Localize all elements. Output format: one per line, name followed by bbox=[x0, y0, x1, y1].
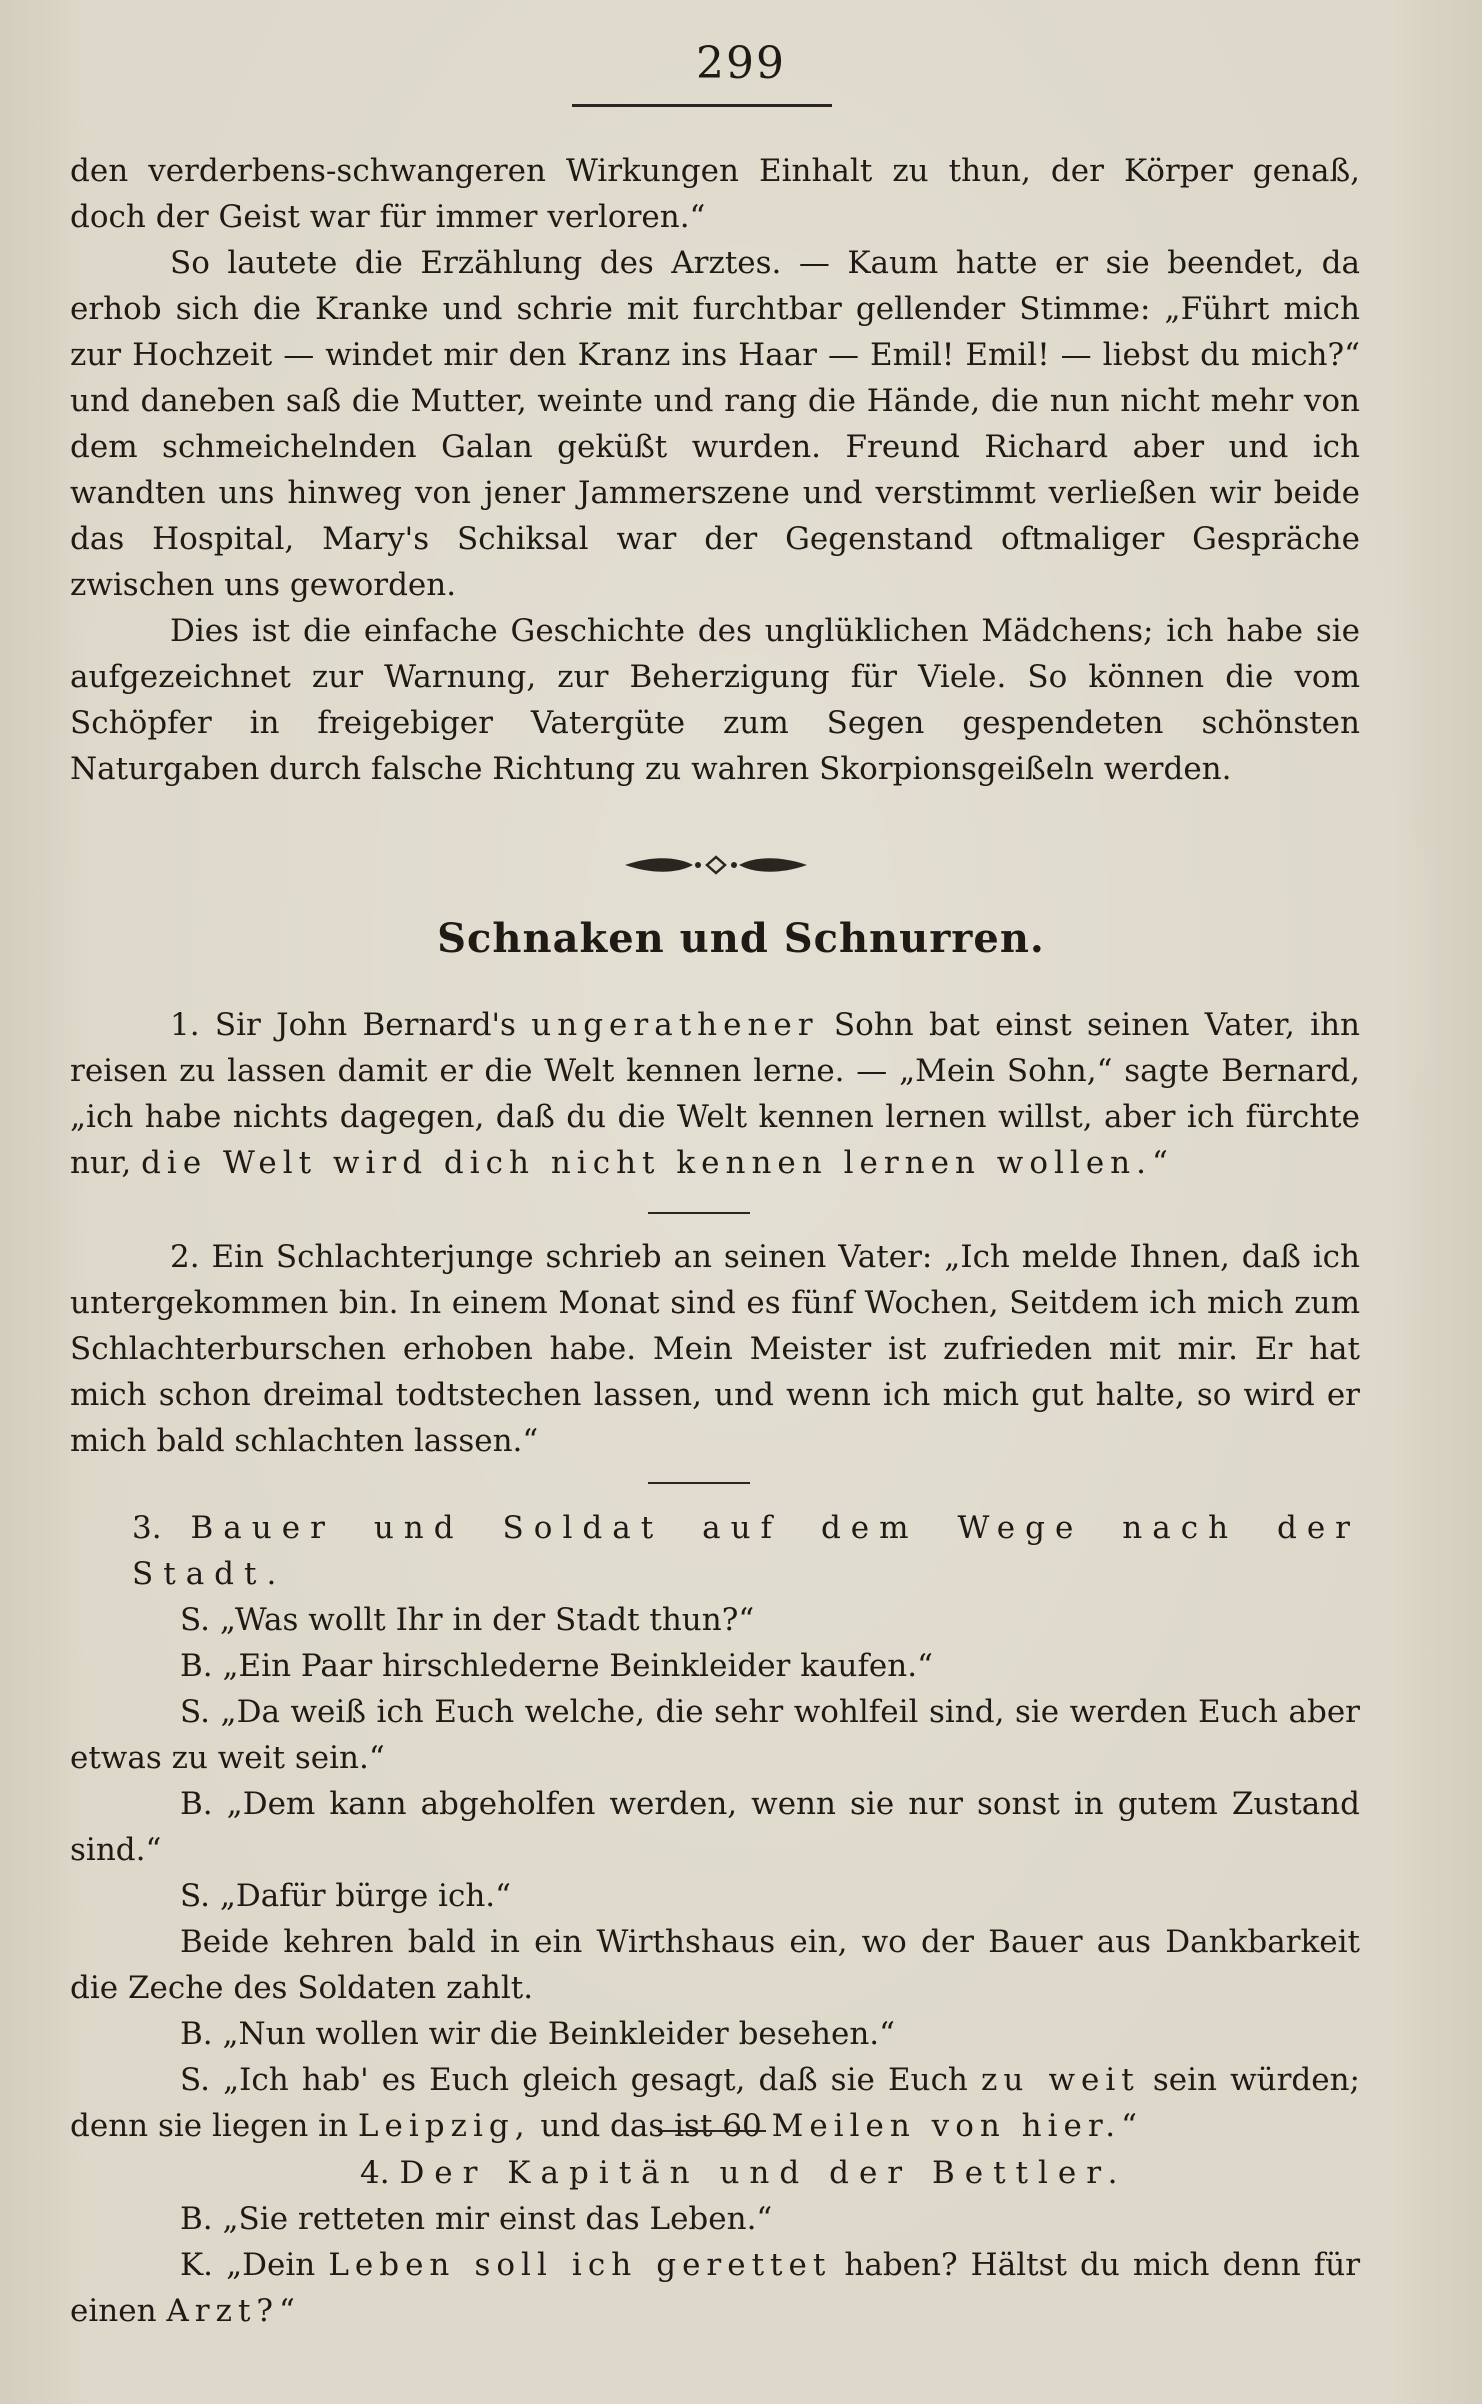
dialog-text: „Was wollt Ihr in der Stadt thun?“ bbox=[219, 1602, 755, 1638]
anecdote-3-number: 3. bbox=[132, 1510, 162, 1546]
dialog-speaker: B. bbox=[180, 2201, 213, 2237]
dialog-text: sein würden; denn sie liegen in bbox=[70, 2062, 1360, 2144]
separator-rule bbox=[648, 1212, 750, 1214]
dialog-emphasis: Arzt?“ bbox=[166, 2293, 301, 2329]
narration-line: Beide kehren bald in ein Wirthshaus ein, wo der Bauer aus Dankbarkeit die Zeche des Soldaten zahlt. bbox=[70, 1924, 1360, 2006]
dialog-speaker: B. bbox=[180, 2016, 213, 2052]
section-title: Schnaken und Schnurren. bbox=[437, 915, 1045, 962]
anecdote-2-number: 2. bbox=[170, 1239, 200, 1275]
dialog-text: „Da weiß ich Euch welche, die sehr wohlfeil sind, sie werden Euch aber etwas zu weit sein.“ bbox=[70, 1694, 1360, 1776]
anecdote-3-title: Bauer und Soldat auf dem Wege nach der Stadt. bbox=[132, 1510, 1360, 1592]
separator-rule bbox=[648, 1482, 750, 1484]
dialog-line bbox=[70, 1689, 1360, 1781]
anecdote-4-title: Der Kapitän und der Bettler. bbox=[399, 2155, 1128, 2191]
dialog-text: „Dem kann abgeholfen werden, wenn sie nur sonst in gutem Zustand sind.“ bbox=[70, 1786, 1360, 1868]
dialog-emphasis: zu weit bbox=[981, 2062, 1140, 2098]
anecdote-4-number: 4. bbox=[360, 2155, 390, 2191]
dialog-text: und das ist 60 bbox=[540, 2108, 762, 2144]
intro-paragraph-3: Dies ist die einfache Geschichte des unglüklichen Mädchens; ich habe sie aufgezeichnet zur Warnung, zur Beherzigung für Viele. So können die vom Schöpfer in freigebiger Vatergüte zum Segen gespendeten schönsten Naturgaben durch falsche Richtung zu wahren Skorpionsgeißeln werden. bbox=[70, 613, 1360, 787]
anecdote-1-emphasis-a: ungerathener bbox=[531, 1007, 819, 1043]
dialog-emphasis: Leben soll ich gerettet bbox=[328, 2247, 832, 2283]
dialog-text: „Dein bbox=[226, 2247, 316, 2283]
dialog-line bbox=[70, 1873, 1360, 1919]
anecdote-3 bbox=[70, 1505, 1360, 2149]
dialog-speaker: S. bbox=[180, 2062, 210, 2098]
anecdote-4 bbox=[70, 2150, 1360, 2334]
separator-rule bbox=[658, 2130, 766, 2132]
dialog-emphasis: Leipzig, bbox=[357, 2108, 531, 2144]
anecdote-1-text-c: Sohn bat einst seinen Vater, ihn reisen zu lassen damit er die Welt kennen lerne. — „Mein Sohn,“ sagte Bernard, „ich habe nichts dagegen, daß du die Welt kennen lernen willst, aber ich fürchte nur, bbox=[70, 1007, 1361, 1181]
dialog-line bbox=[70, 2196, 1360, 2242]
dialog-emphasis: Meilen von hier.“ bbox=[771, 2108, 1144, 2144]
intro-text bbox=[70, 148, 1360, 792]
dialog-text: „Dafür bürge ich.“ bbox=[219, 1878, 511, 1914]
anecdote-1-text-a: Sir John Bernard's bbox=[214, 1007, 516, 1043]
anecdote-1-number: 1. bbox=[170, 1007, 200, 1043]
anecdote-2-text: Ein Schlachterjunge schrieb an seinen Vater: „Ich melde Ihnen, daß ich untergekommen bin. In einem Monat sind es fünf Wochen, Seitdem ich mich zum Schlachterburschen erhoben habe. Mein Meister ist zufrieden mit mir. Er hat mich schon dreimal todtstechen lassen, und wenn ich mich gut halte, so wird er mich bald schlachten lassen.“ bbox=[70, 1239, 1360, 1459]
dialog-speaker: S. bbox=[180, 1878, 210, 1914]
dialog-speaker: S. bbox=[180, 1694, 210, 1730]
header-rule bbox=[572, 104, 832, 107]
dialog-line bbox=[70, 2242, 1360, 2334]
dialog-speaker: K. bbox=[180, 2247, 214, 2283]
anecdote-2 bbox=[70, 1234, 1360, 1464]
intro-paragraph-2: So lautete die Erzählung des Arztes. — Kaum hatte er sie beendet, da erhob sich die Kranke und schrie mit furchtbar gellender Stimme: „Führt mich zur Hochzeit — windet mir den Kranz ins Haar — Emil! Emil! — liebst du mich?“ und daneben saß die Mutter, weinte und rang die Hände, die nun nicht mehr von dem schmeichelnden Galan geküßt wurden. Freund Richard aber und ich wandten uns hinweg von jener Jammerszene und verstimmt verließen wir beide das Hospital, Mary's Schiksal war der Gegenstand oftmaliger Gespräche zwischen uns geworden. bbox=[70, 245, 1360, 603]
dialog-text: „Sie retteten mir einst das Leben.“ bbox=[222, 2201, 773, 2237]
page-number: 299 bbox=[696, 38, 786, 89]
dialog-text: „Ein Paar hirschlederne Beinkleider kaufen.“ bbox=[222, 1648, 933, 1684]
dialog-line bbox=[70, 2011, 1360, 2057]
dialog-speaker: S. bbox=[180, 1602, 210, 1638]
dialog-speaker: B. bbox=[180, 1786, 213, 1822]
dialog-line bbox=[70, 2057, 1360, 2149]
dialog-text: „Ich hab' es Euch gleich gesagt, daß sie Euch bbox=[223, 2062, 968, 2098]
intro-paragraph-1: den verderbens-schwangeren Wirkungen Einhalt zu thun, der Körper genaß, doch der Geist war für immer verloren.“ bbox=[70, 153, 1360, 235]
anecdote-1 bbox=[70, 1002, 1360, 1186]
dialog-line bbox=[70, 1597, 1360, 1643]
dialog-text: „Nun wollen wir die Beinkleider besehen.“ bbox=[222, 2016, 895, 2052]
dialog-line bbox=[70, 1643, 1360, 1689]
anecdote-1-emphasis-b: die Welt wird dich nicht kennen lernen wollen.“ bbox=[141, 1145, 1174, 1181]
dialog-line bbox=[70, 1781, 1360, 1873]
dialog-speaker: B. bbox=[180, 1648, 213, 1684]
ornament-divider bbox=[621, 850, 811, 880]
dialog-text: haben? Hältst du mich denn für einen bbox=[70, 2247, 1361, 2329]
